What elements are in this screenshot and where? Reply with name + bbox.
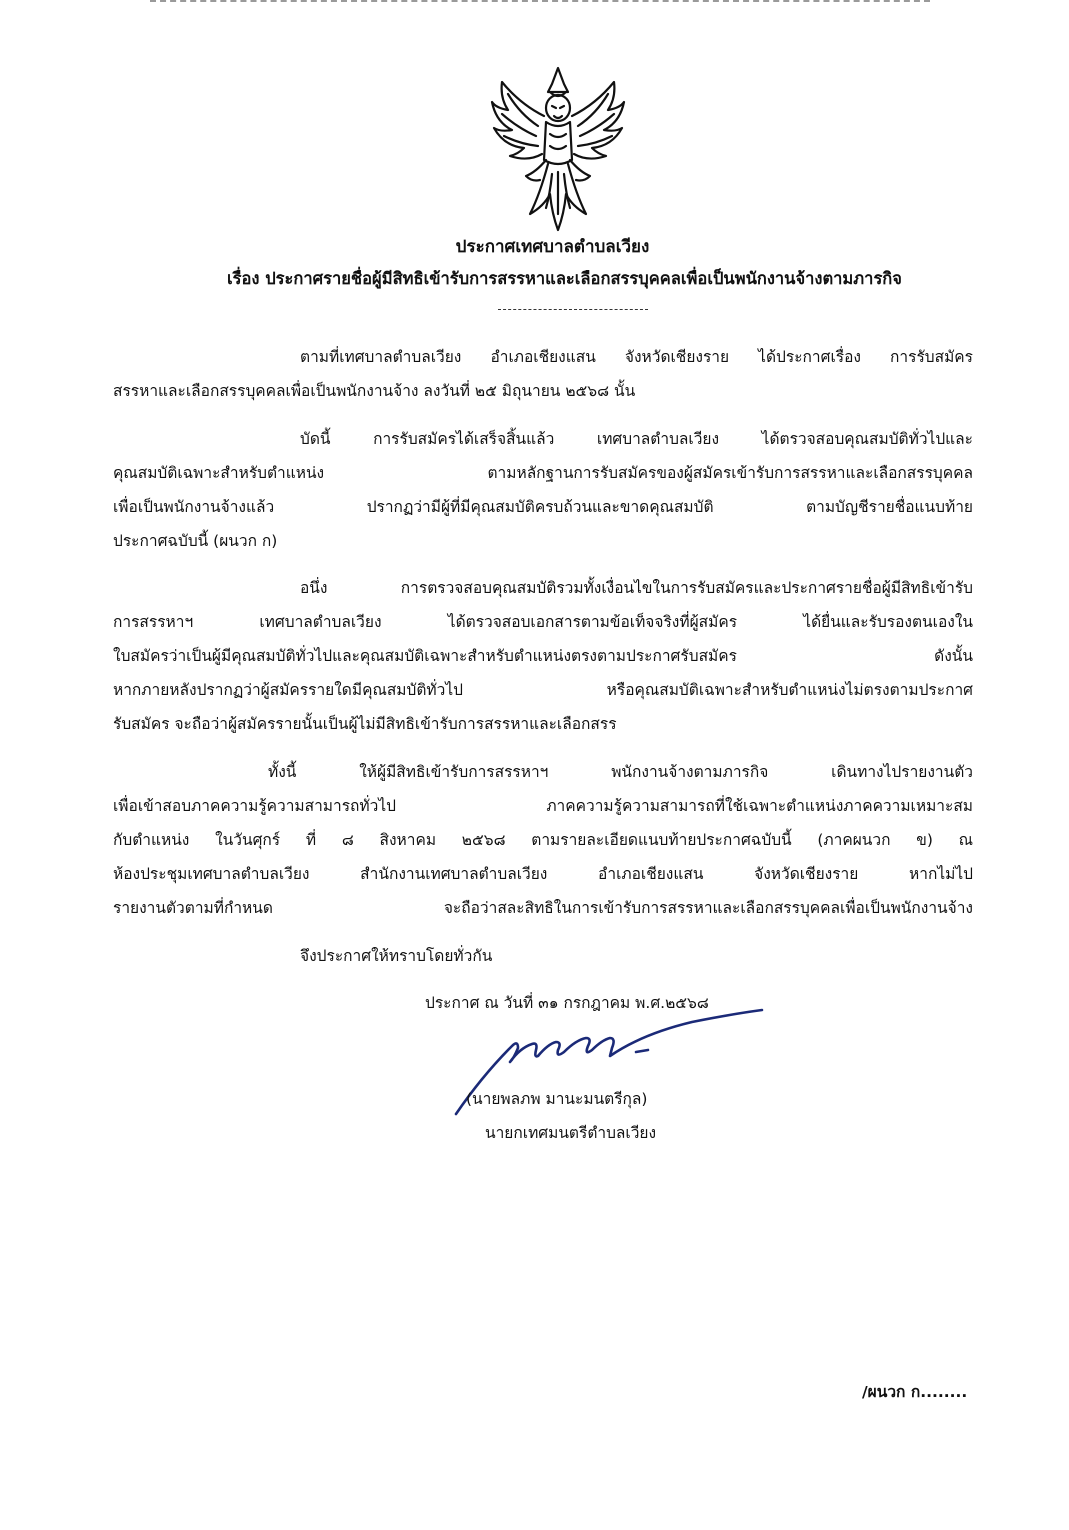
paragraph-1-line: ตามที่เทศบาลตำบลเวียง อำเภอเชียงแสน จังหวัดเชียงราย ได้ประกาศเรื่อง การรับสมัคร: [300, 348, 973, 366]
paragraph-2-line: คุณสมบัติเฉพาะสำหรับตำแหน่ง ตามหลักฐานการรับสมัครของผู้สมัครเข้ารับการสรรหาและเลือกสรรบุคคล: [113, 464, 973, 482]
paragraph-3-line: หากภายหลังปรากฏว่าผู้สมัครรายใดมีคุณสมบัติทั่วไป หรือคุณสมบัติเฉพาะสำหรับตำแหน่งไม่ตรงตามประกาศ: [113, 681, 973, 699]
garuda-emblem-icon: [490, 64, 626, 234]
paragraph-3-line: อนึ่ง การตรวจสอบคุณสมบัติรวมทั้งเงื่อนไขในการรับสมัครและประกาศรายชื่อผู้มีสิทธิเข้ารับ: [300, 579, 973, 597]
paragraph-1-line: สรรหาและเลือกสรรบุคคลเพื่อเป็นพนักงานจ้าง ลงวันที่ ๒๕ มิถุนายน ๒๕๖๘ นั้น: [113, 382, 636, 400]
paragraph-4-line: รายงานตัวตามที่กำหนด จะถือว่าสละสิทธิในการเข้ารับการสรรหาและเลือกสรรบุคคลเพื่อเป็นพนักงานจ้าง: [113, 899, 973, 917]
scan-edge-line: [150, 0, 930, 4]
paragraph-2-line: เพื่อเป็นพนักงานจ้างแล้ว ปรากฏว่ามีผู้ที่มีคุณสมบัติครบถ้วนและขาดคุณสมบัติ ตามบัญชีรายชื่อแนบท้าย: [113, 498, 973, 516]
paragraph-2-line: บัดนี้ การรับสมัครได้เสร็จสิ้นแล้ว เทศบาลตำบลเวียง ได้ตรวจสอบคุณสมบัติทั่วไปและ: [300, 430, 973, 448]
paragraph-2-line: ประกาศฉบับนี้ (ผนวก ก): [113, 532, 278, 550]
paragraph-3-line: รับสมัคร จะถือว่าผู้สมัครรายนั้นเป็นผู้ไม่มีสิทธิเข้ารับการสรรหาและเลือกสรร: [113, 715, 617, 733]
signer-name: (นายพลภพ มานะมนตรีกุล): [466, 1090, 648, 1108]
title-divider: [498, 309, 648, 310]
paragraph-4-line: ทั้งนี้ ให้ผู้มีสิทธิเข้ารับการสรรหาฯ พนักงานจ้างตามภารกิจ เดินทางไปรายงานตัว: [268, 763, 973, 781]
attachment-reference: /ผนวก ก........: [862, 1383, 968, 1401]
signer-position: นายกเทศมนตรีตำบลเวียง: [485, 1124, 657, 1142]
announcement-title: ประกาศเทศบาลตำบลเวียง: [455, 237, 650, 257]
closing-statement: จึงประกาศให้ทราบโดยทั่วกัน: [300, 947, 493, 965]
paragraph-4-line: ห้องประชุมเทศบาลตำบลเวียง สำนักงานเทศบาลตำบลเวียง อำเภอเชียงแสน จังหวัดเชียงราย หากไม่ไป: [113, 865, 973, 883]
announcement-subject: เรื่อง ประกาศรายชื่อผู้มีสิทธิเข้ารับการสรรหาและเลือกสรรบุคคลเพื่อเป็นพนักงานจ้างตามภารกิจ: [227, 269, 902, 288]
announcement-date: ประกาศ ณ วันที่ ๓๑ กรกฎาคม พ.ศ.๒๕๖๘: [425, 994, 709, 1012]
paragraph-4-line: เพื่อเข้าสอบภาคความรู้ความสามารถทั่วไป ภาคความรู้ความสามารถที่ใช้เฉพาะตำแหน่งภาคความเหมาะสม: [113, 797, 973, 815]
paragraph-4-line: กับตำแหน่ง ในวันศุกร์ ที่ ๘ สิงหาคม ๒๕๖๘ ตามรายละเอียดแนบท้ายประกาศฉบับนี้ (ภาคผนวก ข) ณ: [113, 831, 973, 849]
paragraph-3-line: การสรรหาฯ เทศบาลตำบลเวียง ได้ตรวจสอบเอกสารตามข้อเท็จจริงที่ผู้สมัคร ได้ยื่นและรับรองตนเองใน: [113, 613, 973, 631]
paragraph-3-line: ใบสมัครว่าเป็นผู้มีคุณสมบัติทั่วไปและคุณสมบัติเฉพาะสำหรับตำแหน่งตรงตามประกาศรับสมัคร ดังนั้น: [113, 647, 973, 665]
